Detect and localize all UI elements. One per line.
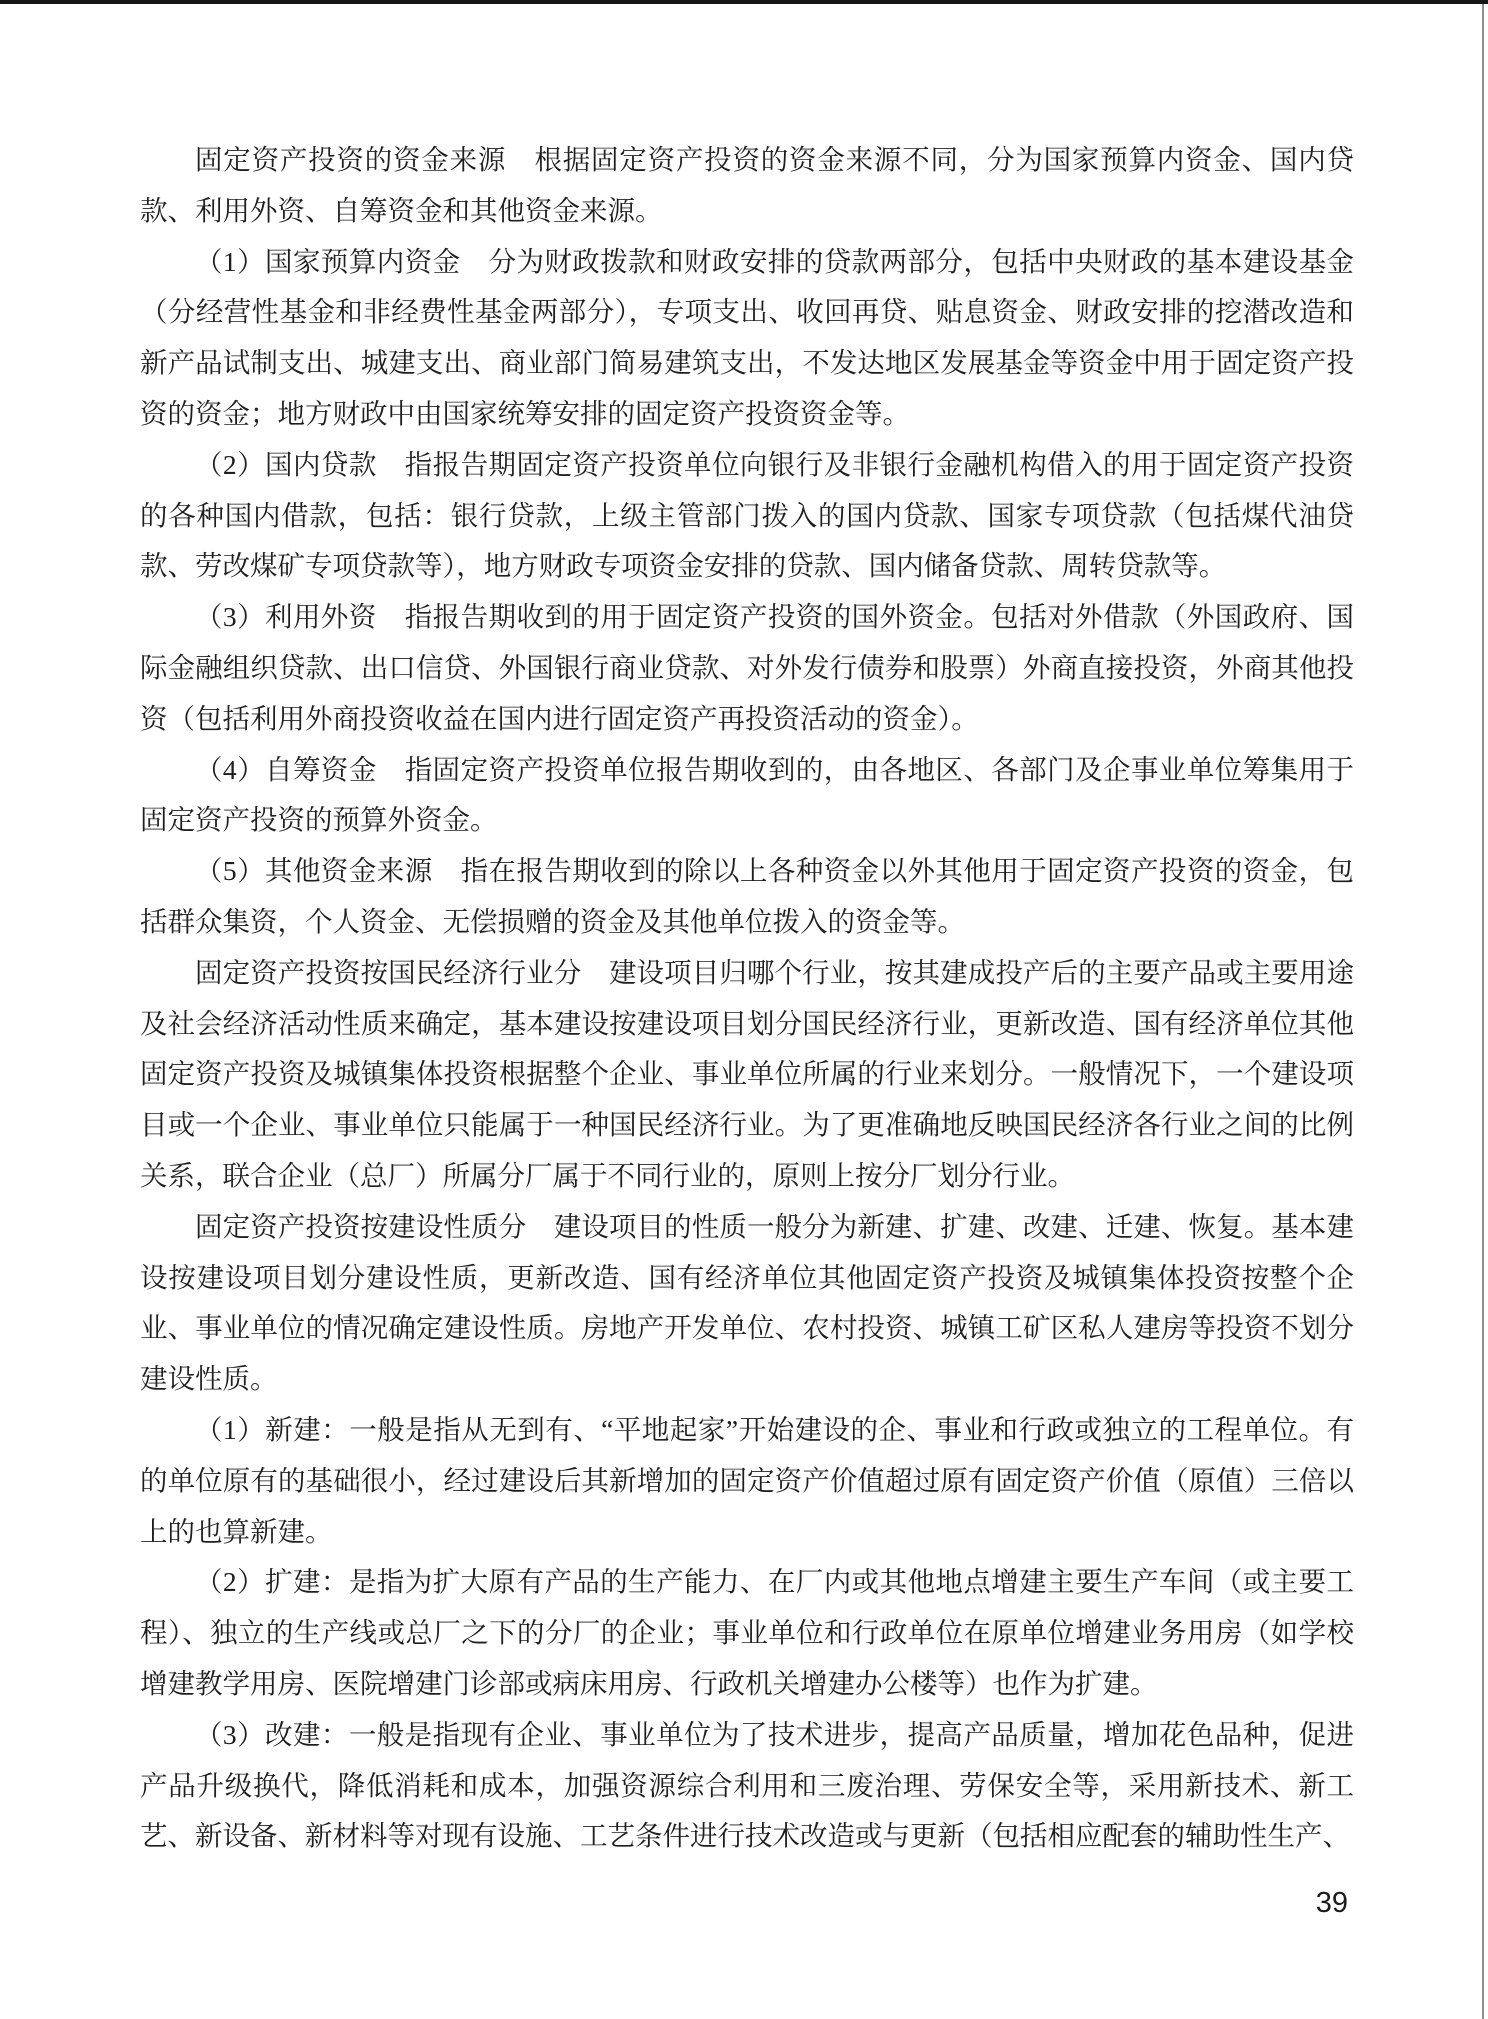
paragraph: （5）其他资金来源 指在报告期收到的除以上各种资金以外其他用于固定资产投资的资金，包括群众集资，个人资金、无偿损赠的资金及其他单位拨入的资金等。: [140, 855, 1354, 937]
paragraph: （1）新建：一般是指从无到有、“平地起家”开始建设的企、事业和行政或独立的工程单位。有的单位原有的基础很小，经过建设后其新增加的固定资产价值超过原有固定资产价值（原值）三倍以上的也算新建。: [140, 1413, 1354, 1547]
paragraph: （4）自筹资金 指固定资产投资单位报告期收到的，由各地区、各部门及企事业单位筹集用于固定资产投资的预算外资金。: [140, 753, 1354, 836]
paragraph: （3）改建：一般是指现有企业、事业单位为了技术进步，提高产品质量，增加花色品种，促进产品升级换代，降低消耗和成本，加强资源综合利用和三废治理、劳保安全等，采用新技术、新工艺、新设备、新材料等对现有设施、工艺条件进行技术改造或与更新（包括相应配套的辅助性生产、: [140, 1718, 1354, 1852]
paragraph: （3）利用外资 指报告期收到的用于固定资产投资的国外资金。包括对外借款（外国政府、国际金融组织贷款、出口信贷、外国银行商业贷款、对外发行债券和股票）外商直接投资，外商其他投资（包括利用外商投资收益在国内进行固定资产再投资活动的资金）。: [140, 601, 1354, 734]
scan-edge-top: [0, 0, 1488, 4]
paragraph: 固定资产投资按建设性质分 建设项目的性质一般分为新建、扩建、改建、迁建、恢复。基本建设按建设项目划分建设性质，更新改造、国有经济单位其他固定资产投资及城镇集体投资按整个企业、事业单位的情况确定建设性质。房地产开发单位、农村投资、城镇工矿区私人建房等投资不划分建设性质。: [140, 1210, 1354, 1395]
paragraph: 固定资产投资的资金来源 根据固定资产投资的资金来源不同，分为国家预算内资金、国内贷款、利用外资、自筹资金和其他资金来源。: [140, 144, 1354, 226]
page-number: 39: [1315, 1887, 1348, 1919]
scan-edge-right: [1482, 4, 1484, 2019]
document-body: [140, 135, 1354, 1862]
paragraph: （1）国家预算内资金 分为财政拨款和财政安排的贷款两部分，包括中央财政的基本建设基金（分经营性基金和非经费性基金两部分），专项支出、收回再贷、贴息资金、财政安排的挖潜改造和新产品试制支出、城建支出、商业部门简易建筑支出，不发达地区发展基金等资金中用于固定资产投资的资金；地方财政中由国家统筹安排的固定资产投资资金等。: [140, 245, 1354, 429]
paragraph: 固定资产投资按国民经济行业分 建设项目归哪个行业，按其建成投产后的主要产品或主要用途及社会经济活动性质来确定，基本建设按建设项目划分国民经济行业，更新改造、国有经济单位其他固定资产投资及城镇集体投资根据整个企业、事业单位所属的行业来划分。一般情况下，一个建设项目或一个企业、事业单位只能属于一种国民经济行业。为了更准确地反映国民经济各行业之间的比例关系，联合企业（总厂）所属分厂属于不同行业的，原则上按分厂划分行业。: [140, 956, 1354, 1191]
paragraph: （2）国内贷款 指报告期固定资产投资单位向银行及非银行金融机构借入的用于固定资产投资的各种国内借款，包括：银行贷款，上级主管部门拨入的国内贷款、国家专项贷款（包括煤代油贷款、劳改煤矿专项贷款等），地方财政专项资金安排的贷款、国内储备贷款、周转贷款等。: [140, 448, 1354, 582]
paragraph: （2）扩建：是指为扩大原有产品的生产能力、在厂内或其他地点增建主要生产车间（或主要工程）、独立的生产线或总厂之下的分厂的企业；事业单位和行政单位在原单位增建业务用房（如学校增建教学用房、医院增建门诊部或病床用房、行政机关增建办公楼等）也作为扩建。: [140, 1566, 1354, 1699]
